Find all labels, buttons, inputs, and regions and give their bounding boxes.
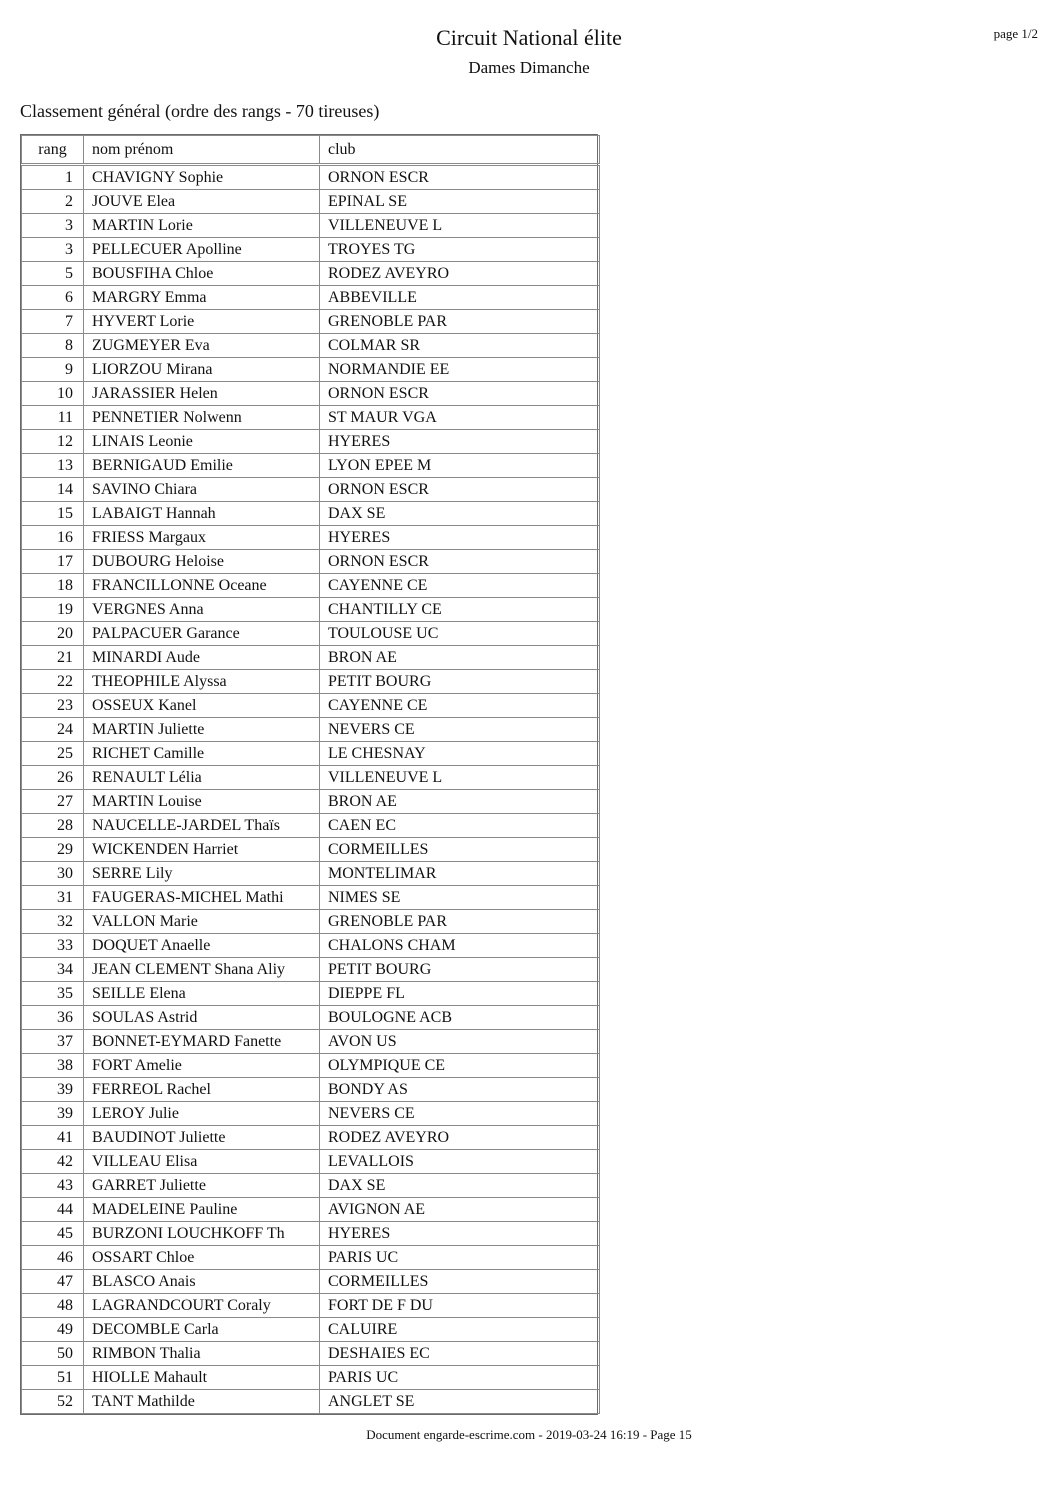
rank-cell: 21 xyxy=(22,646,84,670)
rank-cell: 3 xyxy=(22,214,84,238)
name-cell: LINAIS Leonie xyxy=(84,430,320,454)
name-cell: BONNET-EYMARD Fanette xyxy=(84,1030,320,1054)
club-cell: PARIS UC xyxy=(320,1366,600,1390)
name-cell: SEILLE Elena xyxy=(84,982,320,1006)
table-row xyxy=(22,430,600,454)
rank-cell: 10 xyxy=(22,382,84,406)
name-cell: BURZONI LOUCHKOFF Th xyxy=(84,1222,320,1246)
club-cell: COLMAR SR xyxy=(320,334,600,358)
rank-cell: 24 xyxy=(22,718,84,742)
club-cell: CHANTILLY CE xyxy=(320,598,600,622)
table-row xyxy=(22,526,600,550)
rank-cell: 14 xyxy=(22,478,84,502)
column-header-name: nom prénom xyxy=(84,136,320,165)
club-cell: HYERES xyxy=(320,430,600,454)
rank-cell: 34 xyxy=(22,958,84,982)
name-cell: LAGRANDCOURT Coraly xyxy=(84,1294,320,1318)
name-cell: DECOMBLE Carla xyxy=(84,1318,320,1342)
club-cell: AVIGNON AE xyxy=(320,1198,600,1222)
club-cell: ST MAUR VGA xyxy=(320,406,600,430)
club-cell: RODEZ AVEYRO xyxy=(320,1126,600,1150)
name-cell: FORT Amelie xyxy=(84,1054,320,1078)
rank-cell: 3 xyxy=(22,238,84,262)
rank-cell: 28 xyxy=(22,814,84,838)
rank-cell: 51 xyxy=(22,1366,84,1390)
rank-cell: 39 xyxy=(22,1102,84,1126)
name-cell: LIORZOU Mirana xyxy=(84,358,320,382)
table-row xyxy=(22,1030,600,1054)
rank-cell: 32 xyxy=(22,910,84,934)
table-row xyxy=(22,1078,600,1102)
name-cell: LEROY Julie xyxy=(84,1102,320,1126)
club-cell: OLYMPIQUE CE xyxy=(320,1054,600,1078)
name-cell: PELLECUER Apolline xyxy=(84,238,320,262)
name-cell: MINARDI Aude xyxy=(84,646,320,670)
table-row xyxy=(22,1174,600,1198)
club-cell: ORNON ESCR xyxy=(320,478,600,502)
rank-cell: 27 xyxy=(22,790,84,814)
name-cell: MARGRY Emma xyxy=(84,286,320,310)
name-cell: NAUCELLE-JARDEL Thaïs xyxy=(84,814,320,838)
name-cell: MADELEINE Pauline xyxy=(84,1198,320,1222)
club-cell: ABBEVILLE xyxy=(320,286,600,310)
club-cell: DAX SE xyxy=(320,1174,600,1198)
name-cell: GARRET Juliette xyxy=(84,1174,320,1198)
table-row xyxy=(22,478,600,502)
rank-cell: 22 xyxy=(22,670,84,694)
club-cell: BRON AE xyxy=(320,790,600,814)
club-cell: GRENOBLE PAR xyxy=(320,310,600,334)
club-cell: DIEPPE FL xyxy=(320,982,600,1006)
rank-cell: 9 xyxy=(22,358,84,382)
rank-cell: 8 xyxy=(22,334,84,358)
name-cell: RENAULT Lélia xyxy=(84,766,320,790)
table-row xyxy=(22,406,600,430)
club-cell: LE CHESNAY xyxy=(320,742,600,766)
name-cell: MARTIN Lorie xyxy=(84,214,320,238)
table-row xyxy=(22,694,600,718)
club-cell: ORNON ESCR xyxy=(320,382,600,406)
page-footer: Document engarde-escrime.com - 2019-03-24 16:19 - Page 15 xyxy=(366,1427,692,1442)
name-cell: FAUGERAS-MICHEL Mathi xyxy=(84,886,320,910)
club-cell: CAYENNE CE xyxy=(320,574,600,598)
name-cell: WICKENDEN Harriet xyxy=(84,838,320,862)
table-row xyxy=(22,1126,600,1150)
table-row xyxy=(22,862,600,886)
name-cell: CHAVIGNY Sophie xyxy=(84,165,320,190)
table-row xyxy=(22,214,600,238)
club-cell: NIMES SE xyxy=(320,886,600,910)
rank-cell: 12 xyxy=(22,430,84,454)
club-cell: BONDY AS xyxy=(320,1078,600,1102)
table-row xyxy=(22,190,600,214)
table-row xyxy=(22,1198,600,1222)
rank-cell: 5 xyxy=(22,262,84,286)
document-subtitle: Dames Dimanche xyxy=(468,58,590,77)
name-cell: MARTIN Juliette xyxy=(84,718,320,742)
rank-cell: 20 xyxy=(22,622,84,646)
name-cell: BERNIGAUD Emilie xyxy=(84,454,320,478)
rank-cell: 45 xyxy=(22,1222,84,1246)
table-row xyxy=(22,262,600,286)
rank-cell: 17 xyxy=(22,550,84,574)
name-cell: BLASCO Anais xyxy=(84,1270,320,1294)
club-cell: DESHAIES EC xyxy=(320,1342,600,1366)
rank-cell: 1 xyxy=(22,165,84,190)
rank-cell: 26 xyxy=(22,766,84,790)
rank-cell: 29 xyxy=(22,838,84,862)
name-cell: TANT Mathilde xyxy=(84,1390,320,1414)
rank-cell: 16 xyxy=(22,526,84,550)
table-row xyxy=(22,1270,600,1294)
table-row xyxy=(22,1342,600,1366)
rank-cell: 6 xyxy=(22,286,84,310)
name-cell: OSSART Chloe xyxy=(84,1246,320,1270)
table-row xyxy=(22,646,600,670)
table-row xyxy=(22,958,600,982)
rank-cell: 41 xyxy=(22,1126,84,1150)
club-cell: ANGLET SE xyxy=(320,1390,600,1414)
table-row xyxy=(22,838,600,862)
rank-cell: 11 xyxy=(22,406,84,430)
rank-cell: 38 xyxy=(22,1054,84,1078)
club-cell: NEVERS CE xyxy=(320,718,600,742)
table-row xyxy=(22,742,600,766)
rank-cell: 35 xyxy=(22,982,84,1006)
rank-cell: 7 xyxy=(22,310,84,334)
table-row xyxy=(22,982,600,1006)
name-cell: MARTIN Louise xyxy=(84,790,320,814)
club-cell: CALUIRE xyxy=(320,1318,600,1342)
name-cell: LABAIGT Hannah xyxy=(84,502,320,526)
table-row xyxy=(22,358,600,382)
column-header-club: club xyxy=(320,136,600,165)
name-cell: PENNETIER Nolwenn xyxy=(84,406,320,430)
club-cell: AVON US xyxy=(320,1030,600,1054)
table-row xyxy=(22,550,600,574)
name-cell: SAVINO Chiara xyxy=(84,478,320,502)
column-header-rank: rang xyxy=(22,136,84,165)
table-row xyxy=(22,574,600,598)
table-row xyxy=(22,382,600,406)
club-cell: CAEN EC xyxy=(320,814,600,838)
name-cell: DUBOURG Heloise xyxy=(84,550,320,574)
ranking-table xyxy=(21,135,600,1414)
table-row xyxy=(22,1366,600,1390)
club-cell: ORNON ESCR xyxy=(320,165,600,190)
rank-cell: 19 xyxy=(22,598,84,622)
rank-cell: 43 xyxy=(22,1174,84,1198)
club-cell: HYERES xyxy=(320,1222,600,1246)
document-title: Circuit National élite xyxy=(436,25,622,50)
section-heading: Classement général (ordre des rangs - 70 tireuses) xyxy=(20,101,380,121)
club-cell: FORT DE F DU xyxy=(320,1294,600,1318)
club-cell: PETIT BOURG xyxy=(320,958,600,982)
name-cell: JARASSIER Helen xyxy=(84,382,320,406)
table-row xyxy=(22,766,600,790)
name-cell: HYVERT Lorie xyxy=(84,310,320,334)
club-cell: LYON EPEE M xyxy=(320,454,600,478)
name-cell: VALLON Marie xyxy=(84,910,320,934)
club-cell: NEVERS CE xyxy=(320,1102,600,1126)
rank-cell: 39 xyxy=(22,1078,84,1102)
table-row xyxy=(22,1222,600,1246)
table-row xyxy=(22,814,600,838)
rank-cell: 44 xyxy=(22,1198,84,1222)
club-cell: LEVALLOIS xyxy=(320,1150,600,1174)
table-row xyxy=(22,165,600,190)
name-cell: RIMBON Thalia xyxy=(84,1342,320,1366)
table-row xyxy=(22,1102,600,1126)
club-cell: ORNON ESCR xyxy=(320,550,600,574)
rank-cell: 13 xyxy=(22,454,84,478)
rank-cell: 48 xyxy=(22,1294,84,1318)
table-row xyxy=(22,1150,600,1174)
name-cell: ZUGMEYER Eva xyxy=(84,334,320,358)
table-row xyxy=(22,886,600,910)
club-cell: HYERES xyxy=(320,526,600,550)
rank-cell: 2 xyxy=(22,190,84,214)
table-header-row xyxy=(22,136,600,165)
name-cell: RICHET Camille xyxy=(84,742,320,766)
name-cell: SOULAS Astrid xyxy=(84,1006,320,1030)
page-number: page 1/2 xyxy=(993,26,1038,41)
rank-cell: 46 xyxy=(22,1246,84,1270)
club-cell: VILLENEUVE L xyxy=(320,214,600,238)
name-cell: FERREOL Rachel xyxy=(84,1078,320,1102)
name-cell: JOUVE Elea xyxy=(84,190,320,214)
name-cell: DOQUET Anaelle xyxy=(84,934,320,958)
name-cell: VERGNES Anna xyxy=(84,598,320,622)
name-cell: JEAN CLEMENT Shana Aliy xyxy=(84,958,320,982)
club-cell: TOULOUSE UC xyxy=(320,622,600,646)
rank-cell: 30 xyxy=(22,862,84,886)
rank-cell: 36 xyxy=(22,1006,84,1030)
club-cell: BRON AE xyxy=(320,646,600,670)
club-cell: GRENOBLE PAR xyxy=(320,910,600,934)
table-row xyxy=(22,1318,600,1342)
rank-cell: 37 xyxy=(22,1030,84,1054)
club-cell: VILLENEUVE L xyxy=(320,766,600,790)
table-row xyxy=(22,790,600,814)
club-cell: PARIS UC xyxy=(320,1246,600,1270)
club-cell: RODEZ AVEYRO xyxy=(320,262,600,286)
club-cell: CORMEILLES xyxy=(320,1270,600,1294)
table-row xyxy=(22,622,600,646)
table-row xyxy=(22,598,600,622)
name-cell: PALPACUER Garance xyxy=(84,622,320,646)
rank-cell: 23 xyxy=(22,694,84,718)
club-cell: NORMANDIE EE xyxy=(320,358,600,382)
table-row xyxy=(22,286,600,310)
table-row xyxy=(22,934,600,958)
table-row xyxy=(22,910,600,934)
table-row xyxy=(22,454,600,478)
club-cell: EPINAL SE xyxy=(320,190,600,214)
name-cell: BOUSFIHA Chloe xyxy=(84,262,320,286)
name-cell: FRIESS Margaux xyxy=(84,526,320,550)
club-cell: CHALONS CHAM xyxy=(320,934,600,958)
rank-cell: 25 xyxy=(22,742,84,766)
ranking-table-container xyxy=(20,134,598,1415)
name-cell: OSSEUX Kanel xyxy=(84,694,320,718)
table-row xyxy=(22,502,600,526)
rank-cell: 47 xyxy=(22,1270,84,1294)
table-row xyxy=(22,334,600,358)
table-row xyxy=(22,1294,600,1318)
name-cell: FRANCILLONNE Oceane xyxy=(84,574,320,598)
name-cell: HIOLLE Mahault xyxy=(84,1366,320,1390)
rank-cell: 52 xyxy=(22,1390,84,1414)
club-cell: DAX SE xyxy=(320,502,600,526)
name-cell: THEOPHILE Alyssa xyxy=(84,670,320,694)
table-row xyxy=(22,718,600,742)
name-cell: BAUDINOT Juliette xyxy=(84,1126,320,1150)
table-row xyxy=(22,1006,600,1030)
table-row xyxy=(22,310,600,334)
rank-cell: 15 xyxy=(22,502,84,526)
table-row xyxy=(22,670,600,694)
rank-cell: 31 xyxy=(22,886,84,910)
table-row xyxy=(22,1054,600,1078)
rank-cell: 49 xyxy=(22,1318,84,1342)
ranking-table-body xyxy=(22,165,600,1414)
rank-cell: 18 xyxy=(22,574,84,598)
club-cell: PETIT BOURG xyxy=(320,670,600,694)
rank-cell: 50 xyxy=(22,1342,84,1366)
name-cell: VILLEAU Elisa xyxy=(84,1150,320,1174)
rank-cell: 33 xyxy=(22,934,84,958)
club-cell: CORMEILLES xyxy=(320,838,600,862)
table-row xyxy=(22,1246,600,1270)
club-cell: MONTELIMAR xyxy=(320,862,600,886)
name-cell: SERRE Lily xyxy=(84,862,320,886)
table-row xyxy=(22,238,600,262)
club-cell: CAYENNE CE xyxy=(320,694,600,718)
table-row xyxy=(22,1390,600,1414)
rank-cell: 42 xyxy=(22,1150,84,1174)
club-cell: BOULOGNE ACB xyxy=(320,1006,600,1030)
club-cell: TROYES TG xyxy=(320,238,600,262)
